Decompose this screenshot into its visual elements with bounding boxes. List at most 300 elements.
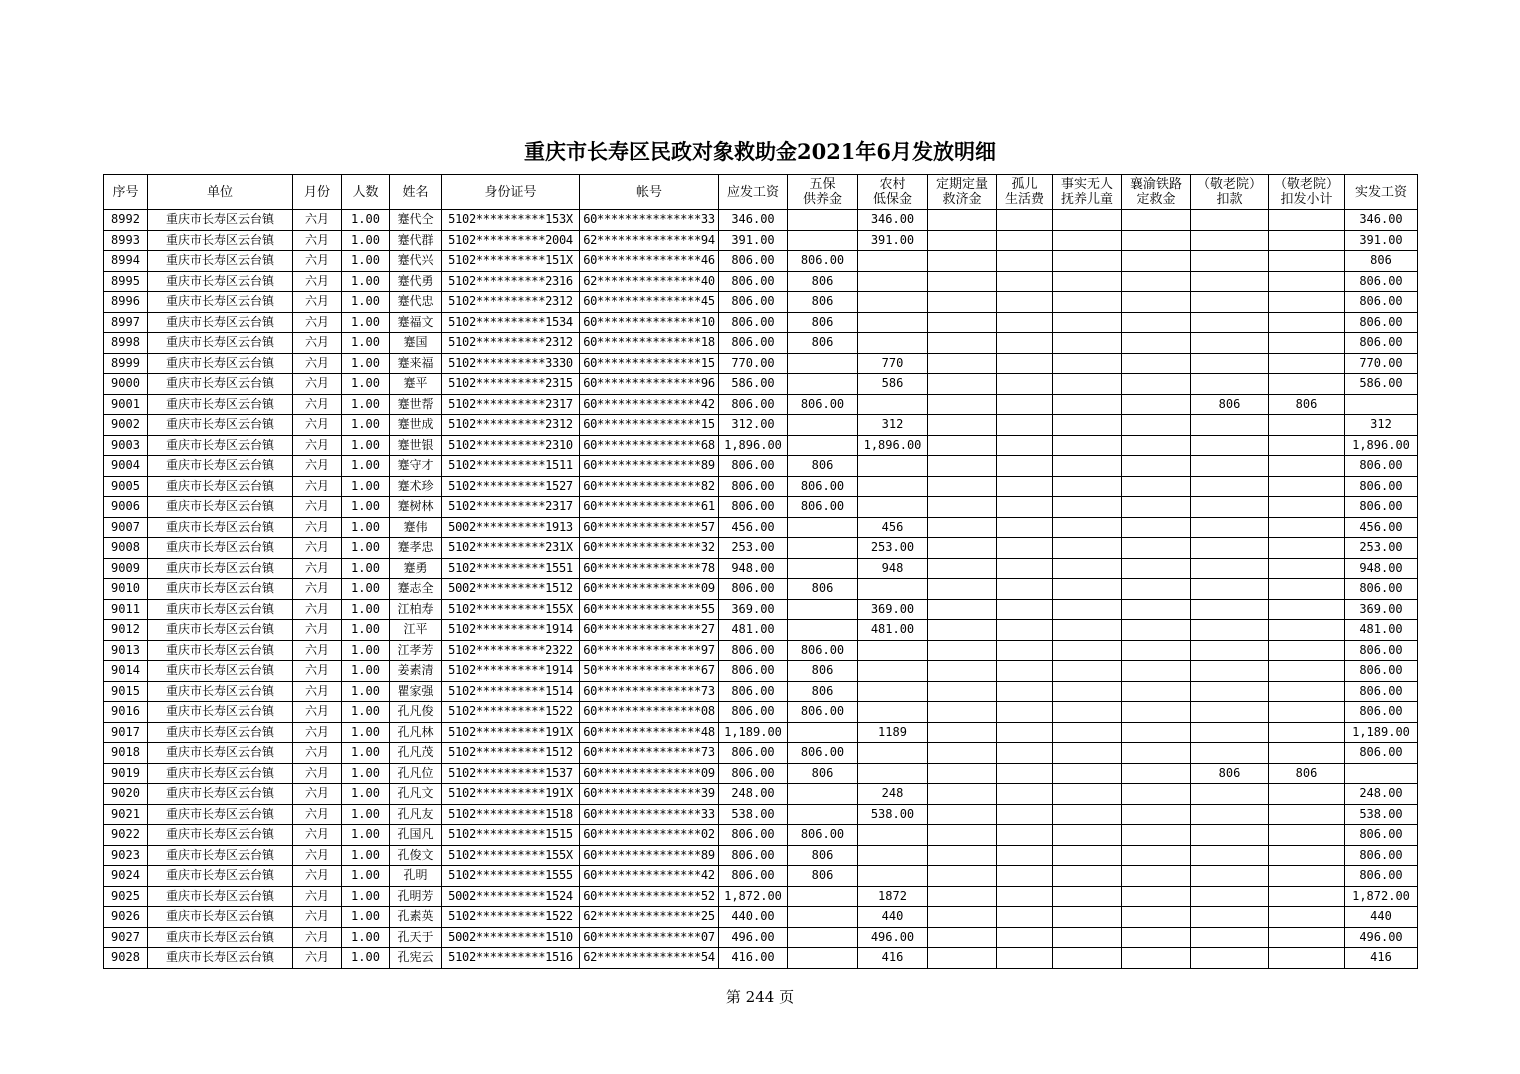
cell-payable: 806.00 — [719, 579, 788, 600]
cell-actual: 586.00 — [1345, 374, 1418, 395]
cell-payable: 391.00 — [719, 230, 788, 251]
cell-actual: 312 — [1345, 415, 1418, 436]
cell-actual: 806.00 — [1345, 476, 1418, 497]
column-header — [1191, 175, 1269, 210]
cell-name: 孔明芳 — [390, 886, 442, 907]
cell-payable: 806.00 — [719, 271, 788, 292]
cell-deduct-subtotal — [1269, 743, 1345, 764]
cell-name: 蹇代忠 — [390, 292, 442, 313]
column-header-label: 抚养儿童 — [1060, 192, 1113, 207]
cell-dingqi — [928, 210, 997, 231]
cell-shishi — [1053, 640, 1122, 661]
cell-dingqi — [928, 845, 997, 866]
cell-name: 江孝芳 — [390, 640, 442, 661]
cell-deduct-subtotal — [1269, 620, 1345, 641]
cell-shishi — [1053, 599, 1122, 620]
cell-unit: 重庆市长寿区云台镇 — [148, 476, 293, 497]
cell-name: 蹇代勇 — [390, 271, 442, 292]
cell-dingqi — [928, 866, 997, 887]
cell-wubao — [788, 722, 858, 743]
cell-month: 六月 — [293, 722, 342, 743]
cell-guer — [997, 517, 1053, 538]
cell-account: 60***************52 — [580, 886, 719, 907]
table-row — [104, 251, 1418, 272]
cell-deduct-subtotal — [1269, 927, 1345, 948]
cell-actual: 1,872.00 — [1345, 886, 1418, 907]
cell-actual: 806.00 — [1345, 456, 1418, 477]
column-header-label: 农村 — [879, 177, 906, 192]
cell-shishi — [1053, 271, 1122, 292]
cell-payable: 586.00 — [719, 374, 788, 395]
cell-wubao: 806 — [788, 292, 858, 313]
cell-dibao: 586 — [858, 374, 928, 395]
cell-deduct — [1191, 435, 1269, 456]
table-row — [104, 886, 1418, 907]
cell-wubao — [788, 927, 858, 948]
cell-actual: 806.00 — [1345, 845, 1418, 866]
cell-xiangyu — [1122, 825, 1191, 846]
cell-count: 1.00 — [342, 620, 390, 641]
cell-dibao: 440 — [858, 907, 928, 928]
cell-name: 孔明 — [390, 866, 442, 887]
cell-count: 1.00 — [342, 538, 390, 559]
cell-month: 六月 — [293, 394, 342, 415]
cell-month: 六月 — [293, 599, 342, 620]
cell-name: 孔素英 — [390, 907, 442, 928]
column-header-label: 人数 — [352, 184, 379, 200]
cell-xiangyu — [1122, 763, 1191, 784]
cell-payable: 806.00 — [719, 702, 788, 723]
cell-actual: 806.00 — [1345, 702, 1418, 723]
cell-shishi — [1053, 517, 1122, 538]
cell-deduct — [1191, 538, 1269, 559]
cell-deduct-subtotal — [1269, 579, 1345, 600]
table-row — [104, 599, 1418, 620]
cell-count: 1.00 — [342, 804, 390, 825]
cell-seq: 9027 — [104, 927, 148, 948]
cell-deduct-subtotal — [1269, 333, 1345, 354]
cell-unit: 重庆市长寿区云台镇 — [148, 394, 293, 415]
cell-shishi — [1053, 661, 1122, 682]
cell-deduct — [1191, 804, 1269, 825]
cell-actual: 806.00 — [1345, 312, 1418, 333]
cell-xiangyu — [1122, 804, 1191, 825]
cell-xiangyu — [1122, 620, 1191, 641]
cell-guer — [997, 702, 1053, 723]
cell-shishi — [1053, 681, 1122, 702]
cell-deduct — [1191, 845, 1269, 866]
cell-deduct-subtotal — [1269, 456, 1345, 477]
cell-payable: 1,872.00 — [719, 886, 788, 907]
cell-dibao: 248 — [858, 784, 928, 805]
column-header — [104, 175, 148, 210]
cell-dibao: 369.00 — [858, 599, 928, 620]
cell-id-number: 5102**********191X — [442, 722, 580, 743]
cell-guer — [997, 456, 1053, 477]
cell-dibao: 1872 — [858, 886, 928, 907]
cell-id-number: 5102**********1914 — [442, 661, 580, 682]
cell-deduct — [1191, 476, 1269, 497]
cell-xiangyu — [1122, 599, 1191, 620]
cell-month: 六月 — [293, 640, 342, 661]
cell-wubao — [788, 374, 858, 395]
cell-month: 六月 — [293, 415, 342, 436]
cell-xiangyu — [1122, 702, 1191, 723]
page-number: 第 244 页 — [725, 988, 795, 1006]
cell-dibao — [858, 251, 928, 272]
cell-actual: 806.00 — [1345, 640, 1418, 661]
cell-wubao: 806 — [788, 763, 858, 784]
cell-unit: 重庆市长寿区云台镇 — [148, 804, 293, 825]
table-row — [104, 845, 1418, 866]
table-row — [104, 702, 1418, 723]
cell-id-number: 5102**********3330 — [442, 353, 580, 374]
cell-shishi — [1053, 886, 1122, 907]
cell-id-number: 5102**********2312 — [442, 415, 580, 436]
column-header-label: 事实无人 — [1060, 177, 1113, 192]
cell-payable: 248.00 — [719, 784, 788, 805]
cell-actual: 253.00 — [1345, 538, 1418, 559]
cell-guer — [997, 599, 1053, 620]
cell-seq: 9013 — [104, 640, 148, 661]
cell-actual: 481.00 — [1345, 620, 1418, 641]
cell-deduct-subtotal — [1269, 907, 1345, 928]
cell-xiangyu — [1122, 886, 1191, 907]
table-row — [104, 456, 1418, 477]
cell-name: 孔凡文 — [390, 784, 442, 805]
cell-id-number: 5102**********151X — [442, 251, 580, 272]
cell-wubao — [788, 210, 858, 231]
cell-name: 蹇世成 — [390, 415, 442, 436]
cell-dingqi — [928, 497, 997, 518]
cell-guer — [997, 681, 1053, 702]
cell-actual: 948.00 — [1345, 558, 1418, 579]
cell-payable: 806.00 — [719, 825, 788, 846]
cell-account: 60***************18 — [580, 333, 719, 354]
cell-account: 60***************42 — [580, 866, 719, 887]
cell-id-number: 5102**********2004 — [442, 230, 580, 251]
cell-dingqi — [928, 558, 997, 579]
cell-unit: 重庆市长寿区云台镇 — [148, 620, 293, 641]
table-row — [104, 292, 1418, 313]
cell-shishi — [1053, 292, 1122, 313]
cell-id-number: 5102**********1516 — [442, 948, 580, 969]
cell-unit: 重庆市长寿区云台镇 — [148, 722, 293, 743]
cell-wubao: 806.00 — [788, 476, 858, 497]
cell-month: 六月 — [293, 271, 342, 292]
cell-payable: 346.00 — [719, 210, 788, 231]
cell-payable: 806.00 — [719, 763, 788, 784]
cell-unit: 重庆市长寿区云台镇 — [148, 333, 293, 354]
cell-count: 1.00 — [342, 497, 390, 518]
cell-count: 1.00 — [342, 599, 390, 620]
cell-account: 60***************42 — [580, 394, 719, 415]
cell-unit: 重庆市长寿区云台镇 — [148, 538, 293, 559]
cell-deduct-subtotal: 806 — [1269, 763, 1345, 784]
cell-dingqi — [928, 599, 997, 620]
cell-unit: 重庆市长寿区云台镇 — [148, 435, 293, 456]
cell-month: 六月 — [293, 353, 342, 374]
cell-guer — [997, 333, 1053, 354]
cell-xiangyu — [1122, 210, 1191, 231]
cell-deduct — [1191, 599, 1269, 620]
cell-guer — [997, 394, 1053, 415]
cell-unit: 重庆市长寿区云台镇 — [148, 866, 293, 887]
cell-seq: 8992 — [104, 210, 148, 231]
cell-account: 60***************33 — [580, 804, 719, 825]
cell-month: 六月 — [293, 886, 342, 907]
cell-deduct-subtotal — [1269, 599, 1345, 620]
table-row — [104, 517, 1418, 538]
cell-dibao — [858, 743, 928, 764]
cell-name: 孔凡友 — [390, 804, 442, 825]
column-header — [928, 175, 997, 210]
cell-month: 六月 — [293, 538, 342, 559]
cell-dingqi — [928, 456, 997, 477]
cell-payable: 538.00 — [719, 804, 788, 825]
cell-count: 1.00 — [342, 251, 390, 272]
cell-deduct — [1191, 558, 1269, 579]
column-header-label: 定期定量 — [935, 177, 988, 192]
column-header — [293, 175, 342, 210]
cell-guer — [997, 579, 1053, 600]
cell-dibao: 391.00 — [858, 230, 928, 251]
cell-shishi — [1053, 230, 1122, 251]
cell-guer — [997, 948, 1053, 969]
cell-deduct-subtotal — [1269, 210, 1345, 231]
cell-count: 1.00 — [342, 845, 390, 866]
cell-count: 1.00 — [342, 661, 390, 682]
cell-id-number: 5002**********1512 — [442, 579, 580, 600]
cell-xiangyu — [1122, 374, 1191, 395]
cell-deduct-subtotal — [1269, 251, 1345, 272]
table-row — [104, 825, 1418, 846]
cell-seq: 9010 — [104, 579, 148, 600]
cell-name: 瞿家强 — [390, 681, 442, 702]
cell-xiangyu — [1122, 456, 1191, 477]
column-header-label: 低保金 — [872, 192, 912, 207]
cell-xiangyu — [1122, 517, 1191, 538]
cell-wubao — [788, 230, 858, 251]
cell-deduct: 806 — [1191, 394, 1269, 415]
cell-id-number: 5102**********1512 — [442, 743, 580, 764]
column-header-label: 五保 — [809, 177, 836, 192]
cell-count: 1.00 — [342, 763, 390, 784]
cell-deduct-subtotal — [1269, 845, 1345, 866]
cell-seq: 9025 — [104, 886, 148, 907]
cell-name: 蹇代仝 — [390, 210, 442, 231]
cell-dibao — [858, 661, 928, 682]
cell-xiangyu — [1122, 230, 1191, 251]
cell-month: 六月 — [293, 374, 342, 395]
cell-guer — [997, 292, 1053, 313]
cell-shishi — [1053, 353, 1122, 374]
column-header-label: 扣款 — [1216, 192, 1243, 207]
cell-seq: 9005 — [104, 476, 148, 497]
cell-dibao — [858, 845, 928, 866]
cell-unit: 重庆市长寿区云台镇 — [148, 497, 293, 518]
cell-month: 六月 — [293, 517, 342, 538]
cell-month: 六月 — [293, 476, 342, 497]
column-header-label: 帐号 — [635, 184, 662, 200]
cell-count: 1.00 — [342, 825, 390, 846]
column-header-label: 姓名 — [402, 184, 429, 200]
cell-seq: 9014 — [104, 661, 148, 682]
cell-name: 江平 — [390, 620, 442, 641]
cell-dingqi — [928, 927, 997, 948]
column-header-label: （敬老院） — [1273, 177, 1339, 192]
cell-unit: 重庆市长寿区云台镇 — [148, 415, 293, 436]
cell-count: 1.00 — [342, 743, 390, 764]
cell-xiangyu — [1122, 415, 1191, 436]
cell-payable: 806.00 — [719, 312, 788, 333]
cell-deduct — [1191, 722, 1269, 743]
cell-seq: 9011 — [104, 599, 148, 620]
cell-seq: 9020 — [104, 784, 148, 805]
cell-unit: 重庆市长寿区云台镇 — [148, 312, 293, 333]
cell-count: 1.00 — [342, 353, 390, 374]
cell-dibao: 538.00 — [858, 804, 928, 825]
cell-name: 蹇代兴 — [390, 251, 442, 272]
cell-dingqi — [928, 640, 997, 661]
cell-seq: 9004 — [104, 456, 148, 477]
cell-seq: 8993 — [104, 230, 148, 251]
cell-actual: 806.00 — [1345, 579, 1418, 600]
cell-id-number: 5102**********2312 — [442, 333, 580, 354]
cell-count: 1.00 — [342, 681, 390, 702]
cell-xiangyu — [1122, 251, 1191, 272]
cell-dingqi — [928, 312, 997, 333]
cell-dingqi — [928, 394, 997, 415]
cell-account: 62***************94 — [580, 230, 719, 251]
cell-count: 1.00 — [342, 333, 390, 354]
cell-count: 1.00 — [342, 722, 390, 743]
cell-dingqi — [928, 681, 997, 702]
cell-seq: 9017 — [104, 722, 148, 743]
cell-actual: 248.00 — [1345, 784, 1418, 805]
cell-guer — [997, 251, 1053, 272]
cell-xiangyu — [1122, 681, 1191, 702]
cell-seq: 9009 — [104, 558, 148, 579]
cell-id-number: 5102**********231X — [442, 538, 580, 559]
cell-name: 蹇国 — [390, 333, 442, 354]
cell-month: 六月 — [293, 804, 342, 825]
cell-actual: 806.00 — [1345, 743, 1418, 764]
cell-deduct-subtotal — [1269, 702, 1345, 723]
cell-id-number: 5102**********1551 — [442, 558, 580, 579]
cell-guer — [997, 640, 1053, 661]
cell-wubao: 806 — [788, 271, 858, 292]
cell-payable: 253.00 — [719, 538, 788, 559]
cell-account: 60***************89 — [580, 456, 719, 477]
cell-name: 蹇树林 — [390, 497, 442, 518]
cell-shishi — [1053, 476, 1122, 497]
cell-seq: 9012 — [104, 620, 148, 641]
cell-name: 蹇伟 — [390, 517, 442, 538]
cell-shishi — [1053, 333, 1122, 354]
column-header — [442, 175, 580, 210]
cell-deduct-subtotal — [1269, 353, 1345, 374]
cell-dibao — [858, 825, 928, 846]
cell-dibao — [858, 866, 928, 887]
cell-deduct-subtotal — [1269, 476, 1345, 497]
cell-seq: 9021 — [104, 804, 148, 825]
cell-unit: 重庆市长寿区云台镇 — [148, 784, 293, 805]
cell-account: 60***************09 — [580, 579, 719, 600]
cell-seq: 9019 — [104, 763, 148, 784]
cell-name: 蹇福文 — [390, 312, 442, 333]
cell-account: 60***************68 — [580, 435, 719, 456]
cell-deduct-subtotal: 806 — [1269, 394, 1345, 415]
cell-wubao — [788, 886, 858, 907]
cell-month: 六月 — [293, 845, 342, 866]
cell-id-number: 5102**********2317 — [442, 394, 580, 415]
cell-count: 1.00 — [342, 948, 390, 969]
cell-actual: 806.00 — [1345, 333, 1418, 354]
cell-guer — [997, 210, 1053, 231]
cell-seq: 8994 — [104, 251, 148, 272]
column-header-label: 身份证号 — [484, 184, 537, 200]
cell-unit: 重庆市长寿区云台镇 — [148, 640, 293, 661]
cell-month: 六月 — [293, 333, 342, 354]
cell-actual: 416 — [1345, 948, 1418, 969]
cell-unit: 重庆市长寿区云台镇 — [148, 210, 293, 231]
cell-count: 1.00 — [342, 784, 390, 805]
cell-xiangyu — [1122, 333, 1191, 354]
cell-payable: 806.00 — [719, 394, 788, 415]
cell-deduct-subtotal — [1269, 558, 1345, 579]
cell-dibao: 481.00 — [858, 620, 928, 641]
table-row — [104, 927, 1418, 948]
table-row — [104, 763, 1418, 784]
cell-actual — [1345, 394, 1418, 415]
cell-count: 1.00 — [342, 558, 390, 579]
cell-account: 60***************45 — [580, 292, 719, 313]
table-row — [104, 374, 1418, 395]
cell-deduct — [1191, 927, 1269, 948]
cell-xiangyu — [1122, 292, 1191, 313]
cell-shishi — [1053, 558, 1122, 579]
cell-dingqi — [928, 353, 997, 374]
cell-id-number: 5102**********1914 — [442, 620, 580, 641]
cell-month: 六月 — [293, 312, 342, 333]
cell-count: 1.00 — [342, 517, 390, 538]
cell-guer — [997, 497, 1053, 518]
cell-seq: 9018 — [104, 743, 148, 764]
table-row — [104, 271, 1418, 292]
cell-wubao: 806 — [788, 845, 858, 866]
cell-seq: 9016 — [104, 702, 148, 723]
cell-payable: 481.00 — [719, 620, 788, 641]
cell-name: 孔宪云 — [390, 948, 442, 969]
table-row — [104, 948, 1418, 969]
column-header-label: 孤儿 — [1011, 177, 1038, 192]
cell-account: 60***************78 — [580, 558, 719, 579]
cell-dingqi — [928, 722, 997, 743]
cell-month: 六月 — [293, 497, 342, 518]
cell-name: 孔俊文 — [390, 845, 442, 866]
cell-id-number: 5102**********2317 — [442, 497, 580, 518]
cell-deduct — [1191, 312, 1269, 333]
cell-xiangyu — [1122, 640, 1191, 661]
cell-dibao: 948 — [858, 558, 928, 579]
cell-guer — [997, 907, 1053, 928]
cell-unit: 重庆市长寿区云台镇 — [148, 558, 293, 579]
cell-month: 六月 — [293, 825, 342, 846]
cell-wubao: 806 — [788, 456, 858, 477]
cell-count: 1.00 — [342, 271, 390, 292]
cell-xiangyu — [1122, 476, 1191, 497]
